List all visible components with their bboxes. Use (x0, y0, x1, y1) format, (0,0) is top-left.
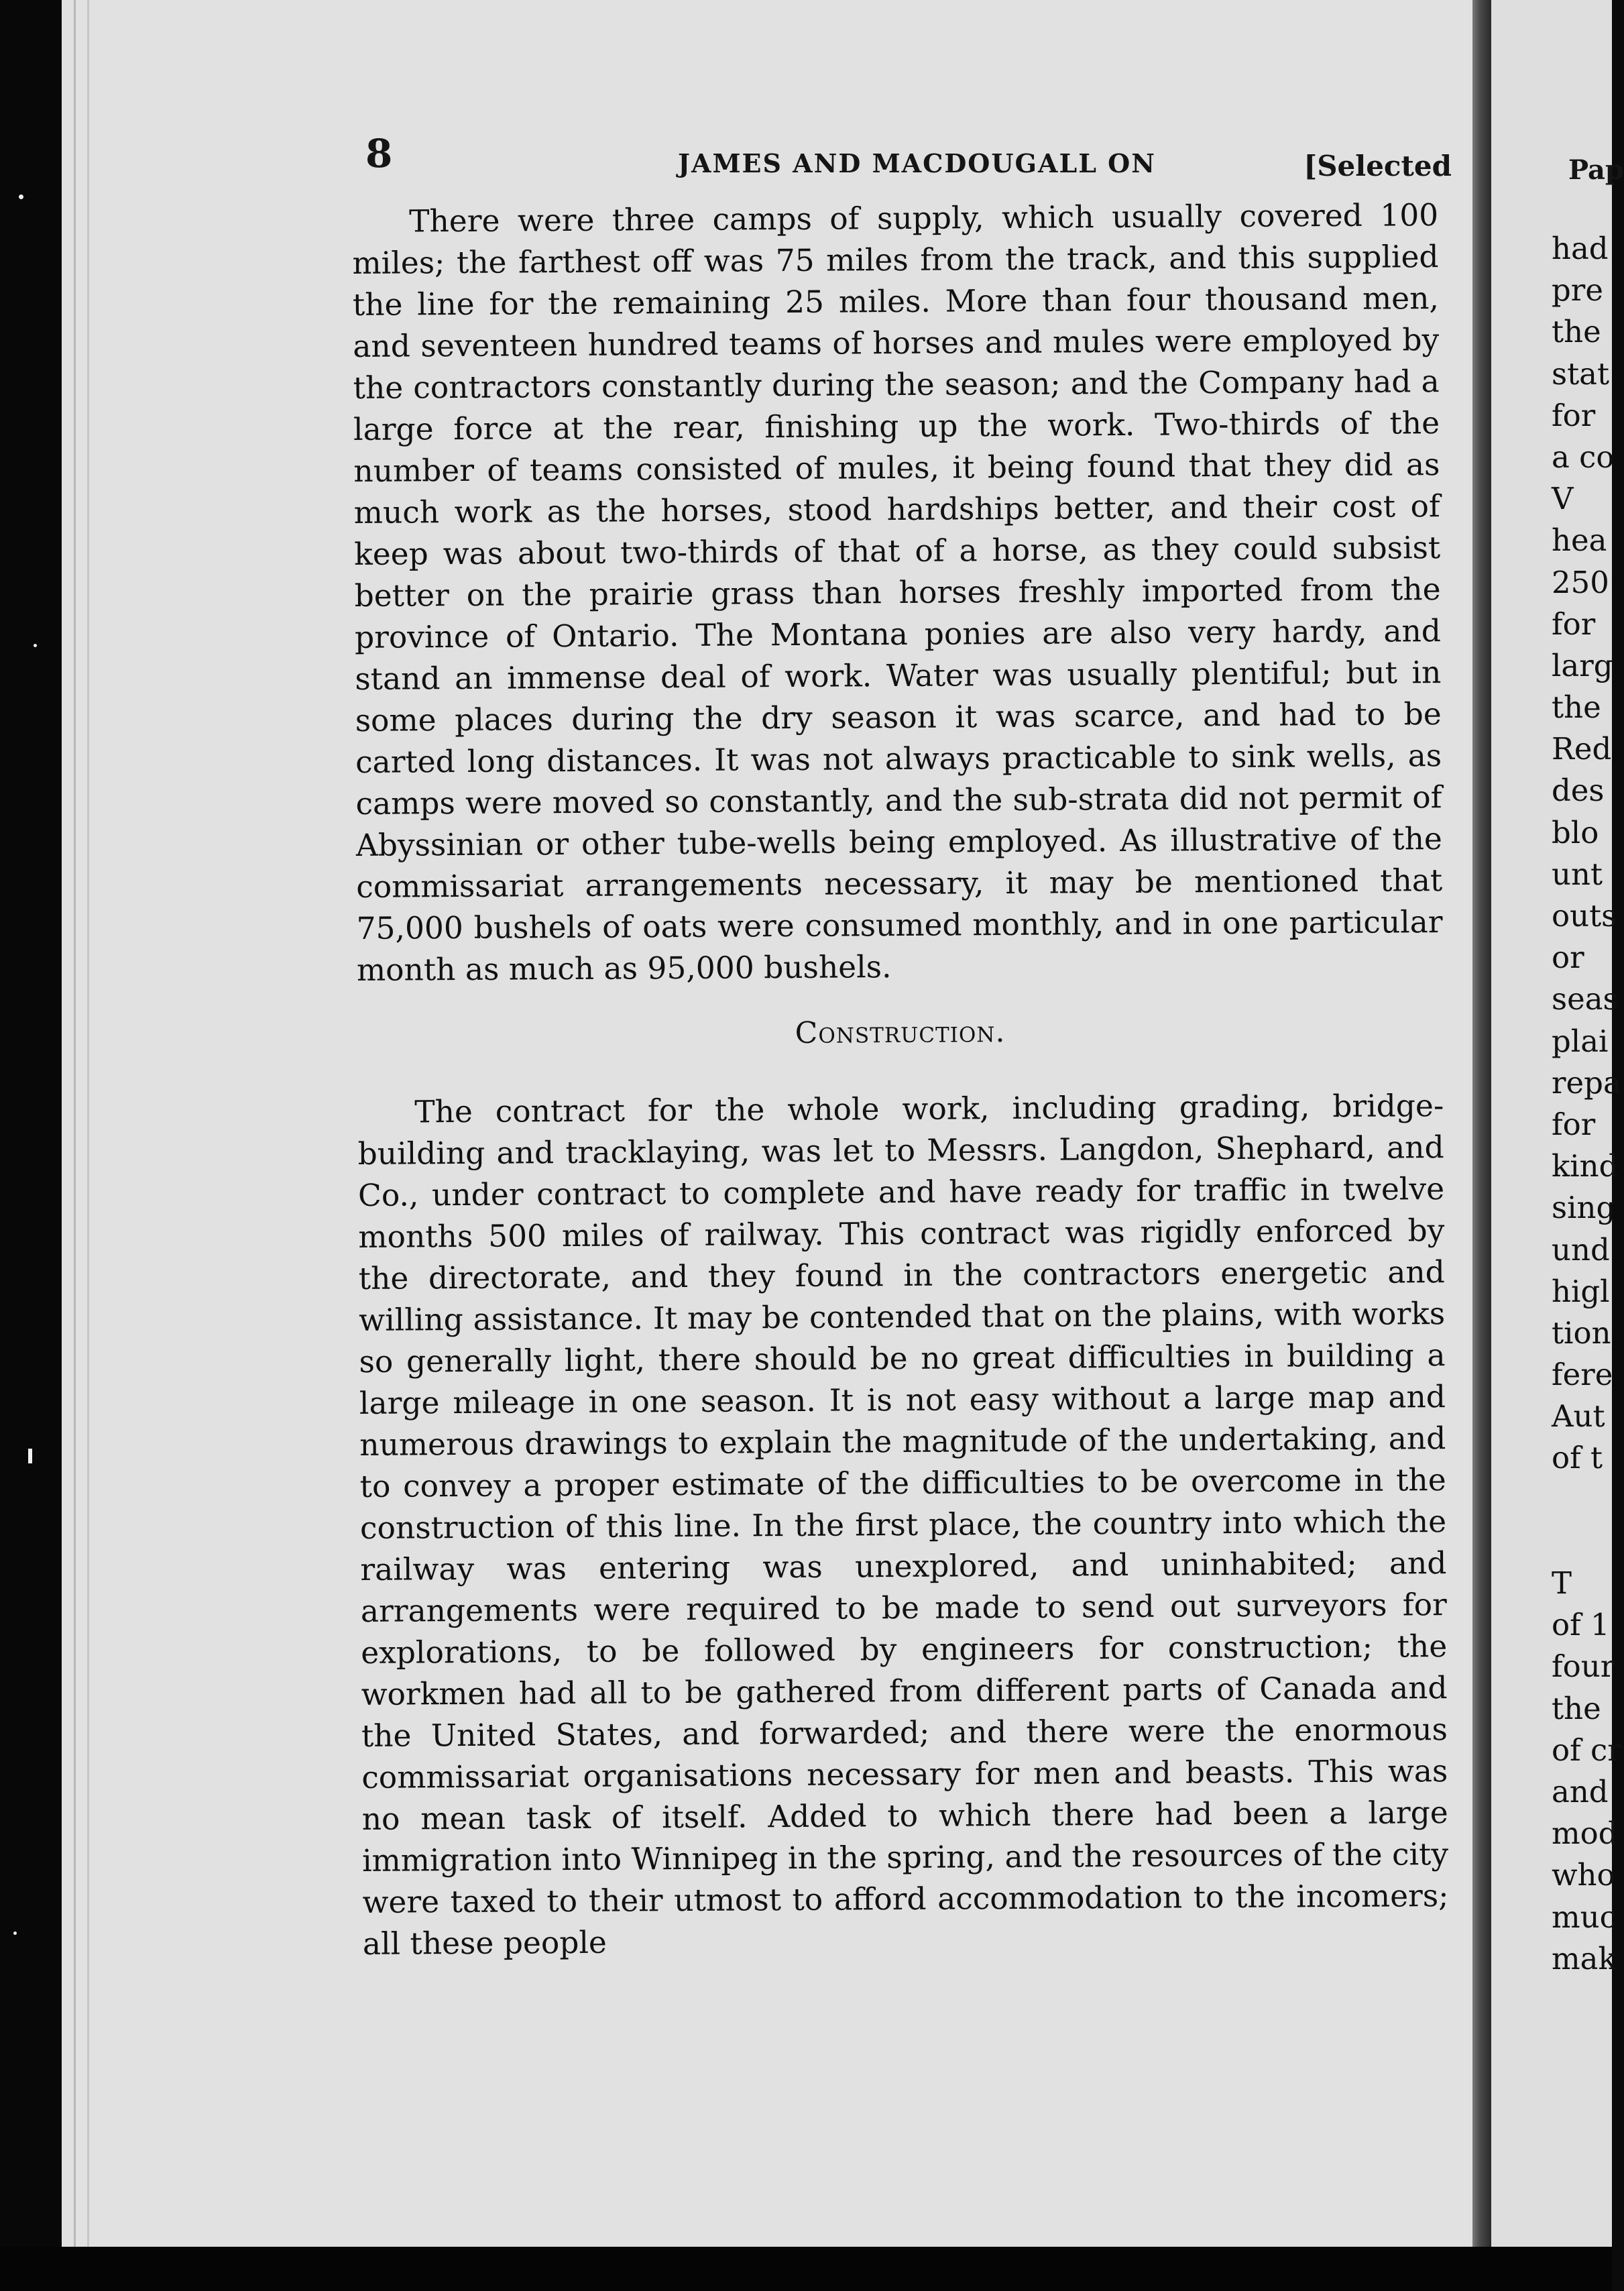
adjacent-page-line: and (1552, 1773, 1609, 1809)
adjacent-page-line: the (1552, 1690, 1601, 1726)
adjacent-page-line: for (1552, 606, 1596, 642)
adjacent-page-line: of 1 (1552, 1607, 1610, 1643)
adjacent-page-line: stat (1552, 355, 1610, 392)
running-head: JAMES AND MACDOUGALL ON (678, 148, 1156, 178)
adjacent-page-line: four (1552, 1649, 1615, 1685)
adjacent-page-line: for (1552, 397, 1596, 433)
adjacent-page-line: larg (1552, 647, 1613, 683)
adjacent-page-line: fere (1552, 1357, 1613, 1393)
adjacent-page-line: Red (1552, 731, 1612, 767)
adjacent-page-header: Pap (1568, 154, 1624, 186)
scan-speck (28, 1449, 32, 1463)
adjacent-page-line: of t (1552, 1440, 1603, 1476)
section-heading: Construction. (795, 1015, 1006, 1050)
adjacent-page-line: had (1552, 231, 1609, 266)
page-number: 8 (365, 131, 393, 176)
adjacent-page-line: a co (1552, 439, 1615, 475)
book-gutter-spine (1472, 0, 1491, 2291)
adjacent-page-line: mak (1552, 1940, 1617, 1976)
adjacent-page-line: sing (1552, 1190, 1616, 1226)
adjacent-page-line: outs (1552, 898, 1617, 934)
adjacent-page-line: mod (1552, 1815, 1618, 1852)
scan-left-border (0, 0, 62, 2291)
scan-speck (13, 1932, 17, 1935)
adjacent-page-line: blo (1552, 814, 1599, 850)
body-text (352, 194, 1449, 1965)
adjacent-page-line: for (1552, 1106, 1596, 1142)
adjacent-page-line: repa (1552, 1064, 1621, 1101)
adjacent-page-line (1552, 1521, 1622, 1563)
adjacent-page-line: V (1552, 481, 1574, 517)
paragraph-construction: The contract for the whole work, including grading, bridge-building and tracklaying, was let to Messrs. Langdon, Shephard, and Co., under contract to complete and have ready for traffic in twelve months 500 miles of railway. This contract was rigidly enforced by the directorate, and they found in the contractors energetic and willing assistance. It may be contended that on the plains, with works so generally light, there should be no great difficulties in building a large mileage in one season. It is not easy without a large map and numerous drawings to explain the magnitude of the undertaking, and to convey a proper estimate of the difficulties to be overcome in the construction of this line. In the first place, the country into which the railway was entering was unexplored, and uninhabited; and arrangements were required to be made to send out surveyors for explorations, to be followed by engineers for construction; the workmen had all to be gathered from different parts of Canada and the United States, and forwarded; and there were the enormous commissariat organisations necessary for men and beasts. This was no mean task of itself. Added to which there had been a large immigration into Winnipeg in the spring, and the resources of the city were taxed to their utmost to afford accommodation to the incomers; all these people (357, 1088, 1449, 1962)
adjacent-page-line: kind (1552, 1148, 1619, 1184)
adjacent-page-line: unt (1552, 856, 1603, 892)
adjacent-page-line: the (1552, 689, 1601, 726)
adjacent-page-line: Aut (1552, 1398, 1605, 1435)
page-edge-line (74, 0, 76, 2247)
page-header (365, 131, 1452, 191)
adjacent-page-line: muc (1552, 1899, 1617, 1935)
adjacent-page-line: the (1552, 314, 1601, 350)
adjacent-page-line: seas (1552, 981, 1619, 1017)
adjacent-page-line: higl (1552, 1273, 1610, 1309)
adjacent-page-line: T (1552, 1565, 1572, 1601)
adjacent-page-line: of cr (1552, 1732, 1622, 1768)
adjacent-page-line: tion (1552, 1315, 1611, 1351)
adjacent-page-line: und (1552, 1231, 1610, 1268)
adjacent-page-line: des (1552, 773, 1605, 809)
scan-speck (19, 194, 23, 199)
adjacent-page-line (1552, 1479, 1622, 1521)
adjacent-page-lines (1552, 228, 1622, 1980)
adjacent-page-line: hea (1552, 522, 1607, 559)
paragraph-supply-camps: There were three camps of supply, which usually covered 100 miles; the farthest off was 75 miles from the track, and this supplied the line for the remaining 25 miles. More than four thousand men, and seventeen hundred teams of horses and mules were employed by the contractors constantly during the season; and the Company had a large force at the rear, finishing up the work. Two-thirds of the number of teams consisted of mules, it being found that they did as much work as the horses, stood hardships better, and their cost of keep was about two-thirds of that of a horse, as they could subsist better on the prairie grass than horses freshly imported from the province of Ontario. The Montana ponies are also very hardy, and stand an immense deal of work. Water was usually plentiful; but in some places during the dry season it was scarce, and had to be carted long distances. It was not always practicable to sink wells, as camps were moved so constantly, and the sub-strata did not permit of Abyssinian or other tube-wells being employed. As illustrative of the commissariat arrangements necessary, it may be mentioned that 75,000 bushels of oats were consumed monthly, and in one particular month as much as 95,000 bushels. (352, 197, 1443, 988)
adjacent-page-line: pre (1552, 272, 1603, 309)
adjacent-page-line: 250 (1552, 564, 1609, 600)
adjacent-page-fragment (1491, 0, 1624, 2247)
scan-bottom-border (0, 2247, 1612, 2291)
adjacent-page-line: who (1552, 1857, 1615, 1893)
scan-speck (34, 644, 37, 647)
adjacent-page-line: plai (1552, 1023, 1609, 1059)
page-edge-line (87, 0, 89, 2247)
running-head-right: [Selected (1303, 150, 1452, 182)
adjacent-page-line: or (1552, 940, 1584, 976)
